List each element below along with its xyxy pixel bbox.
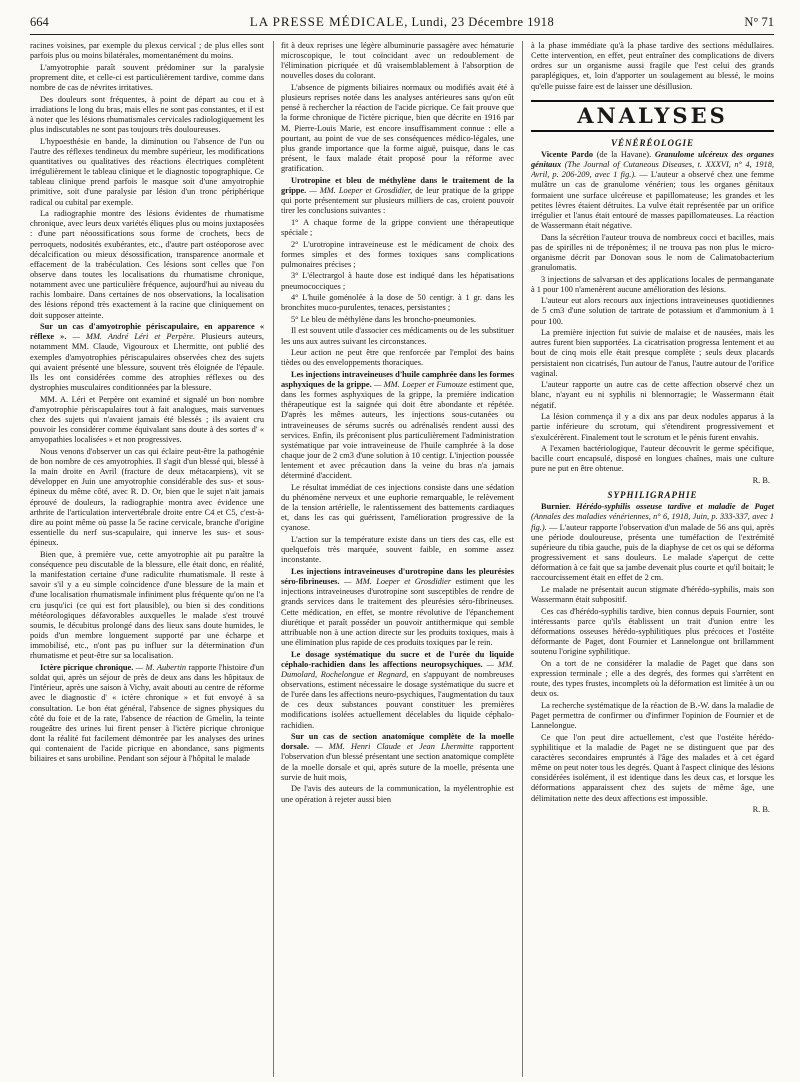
article-body: rapporte l'histoire d'un soldat qui, après un séjour de près de deux ans dans les hôpitaux de l'intérieur, après une saison à Vichy, avait abouti au centre de réforme avec le diagnostic d' « ictère chronique » et fut envoyé à sa consultation. Le bon état général, l'absence de signes physiques du côté du foie et de la rate, l'absence de réaction de Gmelin, la teinte rougeâtre des urines lui firent penser à l'ictère picrique chronique dont la réalité fut facilement démontrée par les analyses des urines qui contenaient de l'acide picrique en abondance, sans pigments biliaires et sans urobiline. Pendant son séjour à l'hôpital le malade bbox=[30, 662, 264, 764]
article-body: rapportent l'observation d'un blessé présentant une section anatomique complète de la moelle dorsale et qui, après suture de la moelle, présenta une survie de huit mois, bbox=[281, 742, 514, 782]
paragraph: Dans la sécrétion l'auteur trouva de nombreux cocci et bacilles, mais pas de spirilles ni de tréponèmes; il ne trouva pas non plus le micro-organisme décrit par Donovan sous le nom de Calimatobacterium granulomatis. bbox=[531, 232, 774, 273]
list-item: 3° L'électrargol à haute dose est indiqué dans les hépatisations pneumococciques ; bbox=[281, 271, 514, 291]
abstract-reference: (The Journal of Cutaneous Diseases, t. XXXVI, n° 4, 1918, Avril, p. 206-209, avec 1 fig.). bbox=[531, 160, 774, 180]
paragraph: Il est souvent utile d'associer ces médicaments ou de les substituer les uns aux autres suivant les circonstances. bbox=[281, 326, 514, 346]
article-body: Plusieurs auteurs, notamment MM. Claude, Vigouroux et Lhermitte, ont publié des exemples d'amyotrophies périscapulaires observées chez des sujets qui avaient présenté une blessure, souvent très éloignée de l'épaule. Ils les ont considérées comme des atrophies réflexes ou des dystrophies musculaires conditionnées par la blessure. bbox=[30, 332, 264, 393]
issue-date: , Lundi, 23 Décembre 1918 bbox=[404, 15, 555, 29]
section-heading-syphiligraphie: SYPHILIGRAPHIE bbox=[607, 490, 698, 501]
article-lead bbox=[281, 176, 514, 217]
article-title: Sur un cas d'amyotrophie périscapulaire, en apparence « réflexe ». bbox=[30, 322, 264, 342]
abstract-body: — L'auteur a observé chez une femme mulâtre un cas de granulome vénérien; tous les organes génitaux formaient une surface ulcéreuse et papillomateuse; les grandes et les petites lèvres étaient détruites. La vulve était représentée par un orifice irrégulier et l'anus était entouré de masses papillomateuses. La réaction de Wassermann était négative. bbox=[531, 170, 774, 231]
article-title: Sur un cas de section anatomique complète de la moelle dorsale. bbox=[281, 732, 514, 752]
article-lead bbox=[30, 663, 264, 765]
paragraph: L'auteur eut alors recours aux injections intraveineuses quotidiennes de 5 cm3 d'une solution de tartrate de potassium et d'ammonium à 1 pour 100. bbox=[531, 296, 774, 326]
paragraph: racines voisines, par exemple du plexus cervical ; de plus elles sont parfois plus ou moins bilatérales, momentanément du moins. bbox=[30, 41, 264, 61]
abstract-title: Granulome ulcéreux des organes génitaux bbox=[531, 149, 774, 170]
abstract-title: Hérédo-syphilis osseuse tardive et maladie de Paget bbox=[576, 502, 774, 512]
abstract-body: — L'auteur rapporte l'observation d'un malade de 56 ans qui, après une période douloureuse, présenta une tuméfaction de l'extrémité supérieure du tibia gauche, puis de la diaphyse de cet os qui se déforma progressivement et sans douleurs. Le malade s'aperçut de cette déformation à ce fait que sa jambe devenait plus courte et qu'il boitait; le raccourcissement était en effet de 2 cm. bbox=[531, 522, 774, 583]
paragraph: L'auteur rapporte un autre cas de cette affection observé chez un blanc, n'ayant eu ni syphilis ni blennorragie; le Wassermann était négatif. bbox=[531, 380, 774, 410]
paragraph: L'hypoesthésie en bande, la diminution ou l'absence de l'un ou l'autre des réflexes tendineux du membre supérieur, les modifications quantitatives ou qualitatives des réactions électriques complètent irrégulièrement le tableau clinique et le diagnostic topographique. Ce tableau clinique prend parfois le masque soit d'une amyotrophie primitive, soit d'une paralysie par lésion d'un tronc périphérique radical ou cubital par exemple. bbox=[30, 136, 264, 207]
list-item: 1° A chaque forme de la grippe convient une thérapeutique spéciale ; bbox=[281, 217, 514, 237]
article-title: Urotropine et bleu de méthylène dans le traitement de la grippe. bbox=[281, 175, 514, 195]
paragraph: Leur action ne peut être que renforcée par l'emploi des bains tièdes ou des enveloppements thoraciques. bbox=[281, 348, 514, 368]
column-divider bbox=[522, 41, 523, 1077]
paragraph: fit à deux reprises une légère albuminurie passagère avec hématurie microscopique, le tout coïncidant avec un redoublement de l'élimination picriquée et dû vraisemblablement à l'absorption de nouvelles doses du colorant. bbox=[281, 41, 514, 81]
signature: R. B. bbox=[752, 475, 770, 485]
page-header bbox=[30, 12, 774, 35]
abstract-author: Vicente Pardo bbox=[541, 149, 594, 159]
article-title: Les injections intraveineuses d'huile camphrée dans les formes asphyxiques de la grippe. bbox=[281, 369, 514, 389]
article-authors: — MM. Henri Claude et Jean Lhermitte bbox=[315, 742, 474, 752]
signature: R. B. bbox=[752, 805, 770, 815]
paragraph: Ces cas d'hérédo-syphilis tardive, bien connus depuis Fournier, sont intéressants parce qu'ils établissent un trait d'union entre les déformations osseuses hérédo-syphilitiques plus précoces et l'ostéite déformante de Paget, dont Fournier et Lannelongue ont brillamment soutenu l'origine syphilitique. bbox=[531, 606, 774, 657]
article-body: de leur pratique de la grippe qui porte présentement sur plusieurs milliers de cas, croient pouvoir tirer les conclusions suivantes : bbox=[281, 185, 514, 216]
paragraph: La recherche systématique de la réaction de B.-W. dans la maladie de Paget permettra de confirmer ou d'infirmer l'opinion de Fournier et de Lannelongue. bbox=[531, 700, 774, 731]
article-authors: — MM. Loeper et Grosdidier, bbox=[309, 185, 413, 195]
paragraph: A l'examen bactériologique, l'auteur découvrit le germe spécifique, bacille court encapsulé, disposé en longues chaînes, mais une culture pure ne put en être obtenue. bbox=[531, 444, 774, 474]
columns bbox=[30, 41, 774, 1081]
abstract-lead bbox=[531, 502, 774, 583]
paragraph: De l'avis des auteurs de la communication, la myélentrophie est une opération à rejeter aussi bien bbox=[281, 784, 514, 804]
article-body: en s'appuyant de nombreuses observations, estiment nécessaire le dosage systématique du sucre et de l'urée dans les affections neuro-psychiques, l'augmentation du taux de ces deux substances pouvant constituer les premières modifications isolées actuellement décelables du liquide céphalo-rachidien. bbox=[281, 669, 514, 730]
section-heading-venereologie: VÉNÉRÉOLOGIE bbox=[610, 137, 694, 148]
article-lead bbox=[281, 732, 514, 783]
paragraph: La première injection fut suivie de malaise et de nausées, mais les autres furent bien supportées. La cicatrisation progressa lentement et au bout de cinq mois elle était presque complète ; seuls deux placards persistaient non cicatrisés, l'un autour de l'anus, l'autre autour de l'orifice vaginal. bbox=[531, 328, 774, 378]
page-number: 664 bbox=[30, 15, 49, 29]
article-authors: — MM. André Léri et Perpère. bbox=[72, 332, 196, 342]
article-title: Ictère picrique chronique. bbox=[40, 662, 134, 672]
analyses-banner: ANALYSES bbox=[531, 100, 774, 132]
paragraph: L'amyotrophie paraît souvent prédominer sur la paralysie proprement dite, et celle-ci est particulièrement tardive, comme dans nombre de cas de névrites irritatives. bbox=[30, 62, 264, 93]
paragraph: à la phase immédiate qu'à la phase tardive des sections médullaires. Cette intervention, en effet, peut entraîner des complications de divers ordres sur un organisme aussi fragile que l'est celui des grands paraplégiques, et, loin d'apporter un soulagement au blessé, le moins qu'elle puisse faire est de laisser une désillusion. bbox=[531, 41, 774, 91]
article-lead bbox=[30, 322, 264, 393]
article-body: estiment que les injections intraveineuses d'urotropine sont susceptibles de rendre de grands services dans le traitement des pleurésies séro-fibrineuses. Cette médication, en effet, se montre révolutive de l'épanchement diurétique et paraît posséder un pouvoir antithermique qui semble attribuable non à une action directe sur les produits toxiques, mais à une élimination plus rapide de ces produits toxiques par le rein. bbox=[281, 577, 514, 647]
issue-number: N° 71 bbox=[744, 15, 774, 29]
article-authors: — M. Aubertin bbox=[135, 662, 187, 672]
journal-name: LA PRESSE MÉDICALE bbox=[249, 14, 405, 29]
list-item: 4° L'huile goménolée à la dose de 50 centigr. à 1 gr. dans les bronchites muco-purulentes, tenaces, persistantes ; bbox=[281, 293, 514, 313]
abstract-place: (de la Havane). bbox=[596, 149, 652, 159]
column-3 bbox=[531, 41, 774, 1081]
paragraph: Nous venons d'observer un cas qui éclaire peut-être la pathogénie de bon nombre de ces amyotrophies. Il s'agit d'un blessé qui, blessé à la main droite en Avril (fracture de deux métacarpiens), vit se développer en Juin une amyotrophie considérable des sus- et sous-épineux du même côté, avec R. D. Or, bien que le sujet n'ait jamais éprouvé de douleurs, la radiographie montra avec évidence une arthrite de l'articulation intervertébrale droite entre C4 et C5, c'est-à-dire au point même où passe la 5e racine cervicale, branche d'origine essentielle du nerf sus-scapulaire, qui innerve les sus- et sous-épineux. bbox=[30, 446, 264, 548]
paragraph: Des douleurs sont fréquentes, à point de départ au cou et à irradiations le long du bras, mais elles ne sont pas constantes, et il est à noter que les lésions rhumatismales cervicales radiologiquement les plus indiscutables ne sont pas toujours très douloureuses. bbox=[30, 94, 264, 135]
article-lead bbox=[281, 567, 514, 648]
paragraph: L'absence de pigments biliaires normaux ou modifiés avait été à plusieurs reprises notée dans les analyses antérieures sans qu'on eût pensé à rechercher la réaction de l'acide picrique. Ce fait prouve que la forme chronique de l'ictère picrique, bien que décrite en 1916 par M. Pierre-Louis Marie, est encore insuffisamment connue : elle a pourtant, au point de vue de ses conséquences médico-légales, une plus grande importance que la forme aiguë, puisque, dans le cas présent, le faux malade était proposé pour la réforme avec gratification. bbox=[281, 83, 514, 174]
article-title: Le dosage systématique du sucre et de l'urée du liquide céphalo-rachidien dans les affections neuropsychiques. bbox=[281, 649, 514, 669]
column-1 bbox=[30, 41, 264, 1081]
paragraph: 3 injections de salvarsan et des applications locales de permanganate à 1 pour 100 n'amenèrent aucune amélioration des lésions. bbox=[531, 274, 774, 294]
abstract-reference: (Annales des maladies vénériennes, n° 6, 1918, Juin, p. 333-337, avec 1 fig.). bbox=[531, 512, 774, 532]
paragraph: Bien que, à première vue, cette amyotrophie ait pu paraître la conséquence peu discutable de la blessure, elle était donc, en réalité, la manifestation certaine d'une radiculite rhumatismale. Il reste à savoir s'il y a eu simple coïncidence d'une blessure de la main et d'une localisation rhumatismale infiniment plus fréquente qu'on ne l'a cru jusqu'ici (ce qui est fort plausible), ou bien si des conditions météorologiques défavorables auxquelles le malade s'est trouvé soumis, le décubitus prolongé dans des lieux sans doute humides, le poids d'un membre longuement supporté par une écharpe et immobilisé, etc., n'ont pas pu influer sur la détermination d'un rhumatisme et peut-être sur sa localisation. bbox=[30, 549, 264, 661]
article-title: Les injections intraveineuses d'urotropine dans les pleurésies séro-fibrineuses. bbox=[281, 566, 514, 587]
running-title bbox=[30, 12, 774, 32]
article-lead bbox=[281, 650, 514, 731]
abstract-lead bbox=[531, 150, 774, 231]
paragraph: MM. A. Léri et Perpère ont examiné et signalé un bon nombre d'amyotrophie périscapulaires tout à fait analogues, mais survenues chez des sujets qui n'avaient jamais été blessés ; ils avaient cru pouvoir les considérer comme équivalant sans doute à des sortes d' « amyopathies localisées » et non progressives. bbox=[30, 394, 264, 445]
paragraph: Ce que l'on peut dire actuellement, c'est que l'ostéite hérédo-syphilitique et la maladie de Paget ne se distinguent que par des caractères secondaires empruntés à l'âge des malades et à cet égard même on peut noter tous les degrés. Quant à l'aspect clinique des lésions considérées isolément, il est identique dans les deux cas, et lorsque les déformations apparaissent chez des sujets de même âge, une délimitation nette des deux affections est impossible. bbox=[531, 732, 774, 803]
article-body: estiment que, dans les formes asphyxiques de la grippe, la première indication thérapeutique est la saignée qui doit être abondante et répétée. D'après les mêmes auteurs, les injections sous-cutanées ou intraveineuses de sérums sucrés ou adrénalisés rendent aussi des services. Enfin, ils préconisent plus particulièrement l'administration systématique par voie intraveineuse de l'huile camphrée à la dose chaque jour de 2 cm3 d'une solution à 10 centigr. L'injection poussée lentement et avec précaution dans la veine du bras n'a jamais déterminé d'accident. bbox=[281, 379, 514, 481]
paragraph: On a tort de ne considérer la maladie de Paget que dans son expression terminale ; elle a des degrés, des formes qui s'arrêtent en route, des types frustes, incomplets où la déformation est limitée à un ou deux os. bbox=[531, 658, 774, 699]
article-authors: — MM. Loeper et Fumouze bbox=[373, 379, 467, 389]
paragraph: La lésion commença il y a dix ans par deux nodules apparus à la partie inférieure du scrotum, qui s'étendirent progressivement et s'exulcérèrent. Finalement tout le scrotum et le pénis furent envahis. bbox=[531, 412, 774, 442]
article-lead bbox=[281, 370, 514, 482]
paragraph: Le résultat immédiat de ces injections consiste dans une sédation du phénomène nerveux et une euphorie remarquable, le relèvement de la tension artérielle, le ralentissement des battements cardiaques et, dans les cas qui guérissent, l'amélioration progressive de la cyanose. bbox=[281, 482, 514, 533]
column-divider bbox=[273, 41, 274, 1077]
paragraph: L'action sur la température existe dans un tiers des cas, elle est quelquefois très marquée, souvent faible, en somme assez inconstante. bbox=[281, 535, 514, 565]
paragraph: Le malade ne présentait aucun stigmate d'hérédo-syphilis, mais son Wassermann était subpositif. bbox=[531, 584, 774, 605]
article-authors: — MM. Loeper et Grosdidier bbox=[343, 577, 452, 587]
article-authors: — MM. Dumolard, Rochelongue et Regnard, bbox=[281, 659, 514, 679]
column-2 bbox=[281, 41, 514, 1081]
paragraph: La radiographie montre des lésions évidentes de rhumatisme chronique, avec leurs deux variétés éliques plus ou moins juxtaposées : d'une part néoossifications sous forme de crochets, becs de perroquets, nodosités exubérantes, etc., d'autre part ostéoporose avec décalcification ou mieux désossification, transparence anormale et effacement de la trabéculation. Ces lésions sont celles que l'on observe dans toutes les localisations du rhumatisme chronique, notamment avec une particulière fréquence, aujourd'hui au niveau du rachis lombaire. Dans certaines de nos observations, la localisation des lésions répond très exactement à la racine que cliniquement on doit supposer atteinte. bbox=[30, 209, 264, 320]
list-item: 5° Le bleu de méthylène dans les broncho-pneumonies. bbox=[291, 314, 476, 324]
abstract-author: Burnier. bbox=[541, 502, 571, 512]
list-item: 2° L'urotropine intraveineuse est le médicament de choix des formes simples et des formes toxiques sans complications pulmonaires précises ; bbox=[281, 239, 514, 269]
